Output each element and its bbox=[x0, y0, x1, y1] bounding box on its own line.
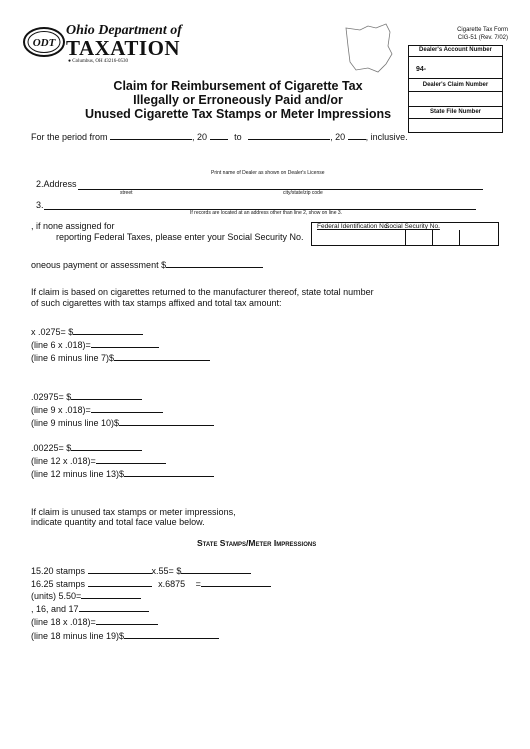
erroneous-payment-field[interactable] bbox=[166, 258, 263, 268]
group2-rate-label: .02975= $ bbox=[31, 392, 72, 402]
fein-label: Federal Identification No. bbox=[317, 223, 390, 230]
agency-logo bbox=[22, 22, 182, 67]
address-line-label: 2.Address bbox=[36, 179, 77, 189]
dealer-account-prefix: 94- bbox=[416, 66, 427, 73]
group1-line7-label: (line 6 x .018)= bbox=[31, 340, 91, 350]
group2-line11-field[interactable] bbox=[119, 416, 214, 426]
group3-line14-label: (line 12 minus line 13)$ bbox=[31, 469, 125, 479]
row16-amount-field[interactable] bbox=[201, 577, 271, 587]
period-year-prefix: , 20 bbox=[192, 132, 208, 142]
row19-field[interactable] bbox=[96, 615, 158, 625]
group1-rate-field[interactable] bbox=[73, 325, 143, 335]
stamps-row18 bbox=[31, 602, 149, 614]
period-prefix: For the period from bbox=[31, 132, 108, 142]
group3-rate-field[interactable] bbox=[71, 441, 142, 451]
group1-line7 bbox=[31, 338, 159, 350]
returned-text-line1: If claim is based on cigarettes returned to the manufacturer thereof, state total number bbox=[31, 287, 374, 297]
group3-line14-field[interactable] bbox=[124, 467, 214, 477]
state-file-label: State File Number bbox=[429, 109, 481, 115]
dealer-account-box bbox=[408, 45, 503, 133]
period-to-label: to bbox=[234, 132, 242, 142]
street-label: street bbox=[120, 190, 133, 196]
row18-field[interactable] bbox=[79, 602, 149, 612]
stamps-row19 bbox=[31, 615, 158, 627]
erroneous-payment-label: oneous payment or assessment $ bbox=[31, 260, 167, 270]
ssn-field-1[interactable] bbox=[405, 230, 432, 245]
row15-mult: x.55= $ bbox=[151, 566, 182, 576]
agency-address bbox=[68, 59, 128, 64]
row20-field[interactable] bbox=[124, 629, 219, 639]
group2-line10 bbox=[31, 403, 163, 415]
group2-line10-field[interactable] bbox=[91, 403, 163, 413]
group1-rate-line bbox=[31, 325, 143, 337]
form-number: CIG-51 (Rev. 7/02) bbox=[457, 35, 508, 41]
agency-address-text: Columbus, OH 43216-0530 bbox=[72, 59, 128, 64]
agency-name-line2: TAXATION bbox=[66, 36, 181, 60]
row17-label: (units) 5.50= bbox=[31, 591, 82, 601]
form-title-line1: Claim for Reimbursement of Cigarette Tax bbox=[113, 79, 363, 93]
row15-amount-field[interactable] bbox=[181, 564, 251, 574]
form-title-line3: Unused Cigarette Tax Stamps or Meter Impressions bbox=[84, 107, 392, 121]
period-to-year-field[interactable] bbox=[348, 130, 366, 140]
period-year-prefix-2: , 20 bbox=[330, 132, 346, 142]
stamps-row16 bbox=[31, 577, 271, 589]
ssn-field-3[interactable] bbox=[459, 230, 497, 245]
ssn-label: Social Security No. bbox=[385, 223, 440, 230]
returned-text-line2: of such cigarettes with tax stamps affixed and total tax amount: bbox=[31, 298, 282, 308]
erroneous-payment-line bbox=[31, 258, 263, 270]
row15-label: 15.20 stamps bbox=[31, 566, 86, 576]
dealer-claim-label: Dealer's Claim Number bbox=[422, 82, 489, 88]
row16-eq: = bbox=[195, 579, 201, 589]
group1-line8 bbox=[31, 351, 210, 363]
odt-seal-icon bbox=[22, 26, 66, 58]
ohio-map-icon bbox=[342, 22, 398, 74]
bullet-icon: ● bbox=[68, 59, 72, 64]
svg-text:ODT: ODT bbox=[32, 37, 56, 49]
form-name: Cigarette Tax Form bbox=[457, 27, 508, 33]
group2-line10-label: (line 9 x .018)= bbox=[31, 405, 91, 415]
period-to-field[interactable] bbox=[248, 130, 330, 140]
period-suffix: , inclusive. bbox=[365, 132, 408, 142]
city-state-zip-label: city/state/zip code bbox=[283, 190, 323, 196]
ssn-field-2[interactable] bbox=[432, 230, 459, 245]
unused-text-line1: If claim is unused tax stamps or meter impressions, bbox=[31, 507, 236, 517]
group3-line14 bbox=[31, 467, 214, 479]
unused-text-line2: indicate quantity and total face value below. bbox=[31, 517, 205, 527]
group2-line11-label: (line 9 minus line 10)$ bbox=[31, 418, 120, 428]
period-line bbox=[31, 130, 408, 142]
stamps-row20 bbox=[31, 629, 219, 641]
period-from-field[interactable] bbox=[110, 130, 192, 140]
row19-label: (line 18 x .018)= bbox=[31, 617, 96, 627]
if-none-line1: , if none assigned for bbox=[31, 221, 115, 231]
group2-rate-line bbox=[31, 390, 142, 402]
group3-rate-line bbox=[31, 441, 142, 453]
group2-line11 bbox=[31, 416, 214, 428]
row16-qty-field[interactable] bbox=[88, 577, 152, 587]
group3-rate-label: .00225= $ bbox=[31, 443, 72, 453]
records-note: If records are located at an address other than line 2, show on line 3. bbox=[190, 210, 343, 216]
row17-field[interactable] bbox=[81, 589, 141, 599]
if-none-line2: reporting Federal Taxes, please enter your Social Security No. bbox=[56, 232, 304, 242]
group3-line13-field[interactable] bbox=[96, 454, 166, 464]
group1-line8-label: (line 6 minus line 7)$ bbox=[31, 353, 115, 363]
row16-mult: x.6875 bbox=[158, 579, 186, 589]
period-from-year-field[interactable] bbox=[210, 130, 228, 140]
group1-line8-field[interactable] bbox=[114, 351, 210, 361]
stamps-row17 bbox=[31, 589, 141, 601]
row16-label: 16.25 stamps bbox=[31, 579, 86, 589]
row20-label: (line 18 minus line 19)$ bbox=[31, 631, 125, 641]
stamps-heading: State Stamps/Meter Impressions bbox=[197, 538, 317, 548]
address-field[interactable] bbox=[78, 189, 483, 190]
group3-line13-label: (line 12 x .018)= bbox=[31, 456, 96, 466]
group1-line7-field[interactable] bbox=[91, 338, 159, 348]
line3-label: 3. bbox=[36, 200, 44, 210]
print-name-note: Print name of Dealer as shown on Dealer's License bbox=[211, 170, 325, 176]
row18-label: , 16, and 17 bbox=[31, 604, 79, 614]
row15-qty-field[interactable] bbox=[88, 564, 152, 574]
stamps-row15 bbox=[31, 564, 251, 576]
group3-line13 bbox=[31, 454, 166, 466]
form-title-line2: Illegally or Erroneously Paid and/or bbox=[133, 93, 343, 107]
group1-rate-label: x .0275= $ bbox=[31, 327, 74, 337]
group2-rate-field[interactable] bbox=[71, 390, 142, 400]
agency-name-line1: Ohio Department of bbox=[66, 23, 182, 38]
dealer-account-label: Dealer's Account Number bbox=[419, 47, 492, 53]
